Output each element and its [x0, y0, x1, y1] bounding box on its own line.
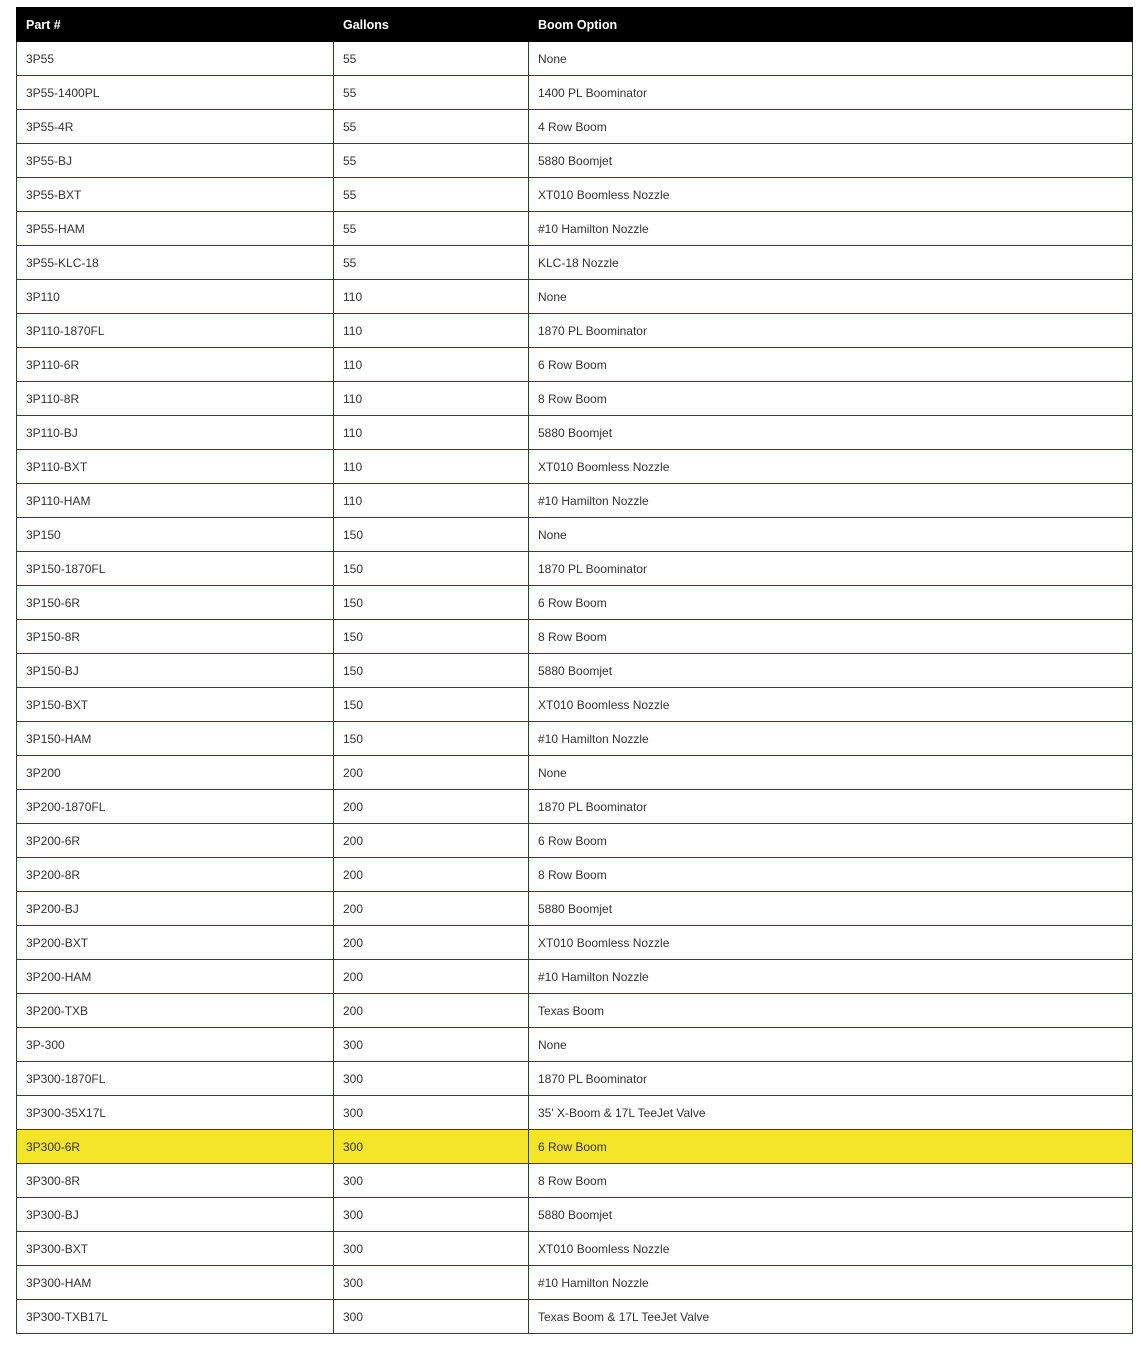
cell-boom-option: 6 Row Boom	[529, 1130, 1133, 1164]
table-header	[17, 8, 1133, 42]
cell-gallons: 110	[334, 382, 529, 416]
cell-boom-option: 8 Row Boom	[529, 1164, 1133, 1198]
cell-part-number: 3P55	[17, 42, 334, 76]
cell-gallons: 200	[334, 858, 529, 892]
cell-boom-option: #10 Hamilton Nozzle	[529, 1266, 1133, 1300]
cell-boom-option: 5880 Boomjet	[529, 144, 1133, 178]
table-row	[17, 246, 1133, 280]
cell-gallons: 110	[334, 484, 529, 518]
cell-part-number: 3P110-BXT	[17, 450, 334, 484]
cell-boom-option: 6 Row Boom	[529, 824, 1133, 858]
cell-gallons: 110	[334, 450, 529, 484]
table-row	[17, 1130, 1133, 1164]
table-row	[17, 1300, 1133, 1334]
table-row	[17, 1198, 1133, 1232]
table-row	[17, 382, 1133, 416]
cell-boom-option: KLC-18 Nozzle	[529, 246, 1133, 280]
cell-part-number: 3P200-8R	[17, 858, 334, 892]
table-row	[17, 994, 1133, 1028]
cell-boom-option: 5880 Boomjet	[529, 416, 1133, 450]
cell-boom-option: 8 Row Boom	[529, 858, 1133, 892]
cell-boom-option: 1870 PL Boominator	[529, 552, 1133, 586]
cell-boom-option: 8 Row Boom	[529, 382, 1133, 416]
table-row	[17, 824, 1133, 858]
cell-part-number: 3P110-BJ	[17, 416, 334, 450]
table-row	[17, 552, 1133, 586]
table-row	[17, 348, 1133, 382]
cell-boom-option: None	[529, 1028, 1133, 1062]
cell-part-number: 3P200-TXB	[17, 994, 334, 1028]
cell-gallons: 55	[334, 144, 529, 178]
cell-boom-option: 6 Row Boom	[529, 586, 1133, 620]
cell-part-number: 3P150-BJ	[17, 654, 334, 688]
cell-gallons: 110	[334, 280, 529, 314]
cell-part-number: 3P300-BXT	[17, 1232, 334, 1266]
cell-part-number: 3P150	[17, 518, 334, 552]
table-body	[17, 42, 1133, 1334]
cell-part-number: 3P200-6R	[17, 824, 334, 858]
table-row	[17, 76, 1133, 110]
table-row	[17, 178, 1133, 212]
table-row	[17, 518, 1133, 552]
cell-gallons: 55	[334, 246, 529, 280]
table-row	[17, 620, 1133, 654]
header-row	[17, 8, 1133, 42]
cell-part-number: 3P150-8R	[17, 620, 334, 654]
cell-boom-option: #10 Hamilton Nozzle	[529, 212, 1133, 246]
cell-boom-option: Texas Boom & 17L TeeJet Valve	[529, 1300, 1133, 1334]
cell-gallons: 150	[334, 620, 529, 654]
cell-part-number: 3P-300	[17, 1028, 334, 1062]
cell-part-number: 3P300-6R	[17, 1130, 334, 1164]
cell-boom-option: 5880 Boomjet	[529, 654, 1133, 688]
cell-gallons: 200	[334, 824, 529, 858]
cell-part-number: 3P200-BXT	[17, 926, 334, 960]
table-row	[17, 790, 1133, 824]
table-row	[17, 960, 1133, 994]
cell-boom-option: #10 Hamilton Nozzle	[529, 960, 1133, 994]
table-row	[17, 484, 1133, 518]
cell-gallons: 200	[334, 994, 529, 1028]
parts-table-container	[16, 7, 1132, 1334]
column-header-boom-option: Boom Option	[529, 8, 1133, 42]
cell-gallons: 300	[334, 1232, 529, 1266]
cell-part-number: 3P55-1400PL	[17, 76, 334, 110]
table-row	[17, 1028, 1133, 1062]
cell-boom-option: XT010 Boomless Nozzle	[529, 926, 1133, 960]
cell-gallons: 300	[334, 1096, 529, 1130]
cell-boom-option: None	[529, 42, 1133, 76]
cell-gallons: 300	[334, 1164, 529, 1198]
column-header-part: Part #	[17, 8, 334, 42]
cell-part-number: 3P200	[17, 756, 334, 790]
table-row	[17, 1096, 1133, 1130]
cell-part-number: 3P110	[17, 280, 334, 314]
column-header-gallons: Gallons	[334, 8, 529, 42]
cell-gallons: 150	[334, 552, 529, 586]
cell-gallons: 55	[334, 178, 529, 212]
cell-part-number: 3P110-1870FL	[17, 314, 334, 348]
cell-boom-option: 35' X-Boom & 17L TeeJet Valve	[529, 1096, 1133, 1130]
cell-boom-option: #10 Hamilton Nozzle	[529, 722, 1133, 756]
cell-boom-option: 1870 PL Boominator	[529, 314, 1133, 348]
table-row	[17, 892, 1133, 926]
cell-part-number: 3P55-BXT	[17, 178, 334, 212]
cell-part-number: 3P300-8R	[17, 1164, 334, 1198]
table-row	[17, 314, 1133, 348]
cell-gallons: 200	[334, 790, 529, 824]
cell-gallons: 110	[334, 416, 529, 450]
cell-part-number: 3P110-HAM	[17, 484, 334, 518]
table-row	[17, 416, 1133, 450]
cell-part-number: 3P200-HAM	[17, 960, 334, 994]
cell-part-number: 3P300-HAM	[17, 1266, 334, 1300]
cell-part-number: 3P110-8R	[17, 382, 334, 416]
cell-part-number: 3P55-BJ	[17, 144, 334, 178]
cell-boom-option: 4 Row Boom	[529, 110, 1133, 144]
cell-gallons: 150	[334, 688, 529, 722]
cell-gallons: 150	[334, 654, 529, 688]
table-row	[17, 926, 1133, 960]
cell-boom-option: 1870 PL Boominator	[529, 790, 1133, 824]
cell-gallons: 200	[334, 960, 529, 994]
table-row	[17, 212, 1133, 246]
cell-part-number: 3P300-1870FL	[17, 1062, 334, 1096]
cell-part-number: 3P110-6R	[17, 348, 334, 382]
cell-part-number: 3P300-35X17L	[17, 1096, 334, 1130]
cell-boom-option: 6 Row Boom	[529, 348, 1133, 382]
cell-boom-option: XT010 Boomless Nozzle	[529, 688, 1133, 722]
cell-boom-option: XT010 Boomless Nozzle	[529, 178, 1133, 212]
cell-gallons: 55	[334, 42, 529, 76]
cell-boom-option: XT010 Boomless Nozzle	[529, 1232, 1133, 1266]
cell-part-number: 3P200-BJ	[17, 892, 334, 926]
cell-gallons: 200	[334, 756, 529, 790]
parts-table	[16, 7, 1133, 1334]
cell-part-number: 3P150-HAM	[17, 722, 334, 756]
cell-boom-option: None	[529, 280, 1133, 314]
cell-boom-option: 1400 PL Boominator	[529, 76, 1133, 110]
cell-boom-option: XT010 Boomless Nozzle	[529, 450, 1133, 484]
table-row	[17, 688, 1133, 722]
cell-boom-option: #10 Hamilton Nozzle	[529, 484, 1133, 518]
cell-boom-option: 1870 PL Boominator	[529, 1062, 1133, 1096]
cell-gallons: 150	[334, 586, 529, 620]
cell-part-number: 3P55-4R	[17, 110, 334, 144]
cell-gallons: 300	[334, 1266, 529, 1300]
table-row	[17, 1266, 1133, 1300]
cell-gallons: 55	[334, 76, 529, 110]
cell-part-number: 3P55-KLC-18	[17, 246, 334, 280]
table-row	[17, 1232, 1133, 1266]
cell-gallons: 110	[334, 348, 529, 382]
cell-boom-option: None	[529, 518, 1133, 552]
table-row	[17, 722, 1133, 756]
table-row	[17, 144, 1133, 178]
cell-boom-option: Texas Boom	[529, 994, 1133, 1028]
cell-gallons: 150	[334, 722, 529, 756]
cell-gallons: 300	[334, 1062, 529, 1096]
cell-part-number: 3P300-TXB17L	[17, 1300, 334, 1334]
cell-gallons: 200	[334, 926, 529, 960]
cell-part-number: 3P300-BJ	[17, 1198, 334, 1232]
cell-part-number: 3P150-BXT	[17, 688, 334, 722]
table-row	[17, 1164, 1133, 1198]
cell-boom-option: 5880 Boomjet	[529, 892, 1133, 926]
cell-gallons: 150	[334, 518, 529, 552]
cell-gallons: 55	[334, 110, 529, 144]
cell-gallons: 300	[334, 1300, 529, 1334]
cell-boom-option: None	[529, 756, 1133, 790]
cell-part-number: 3P55-HAM	[17, 212, 334, 246]
cell-part-number: 3P150-6R	[17, 586, 334, 620]
cell-boom-option: 5880 Boomjet	[529, 1198, 1133, 1232]
table-row	[17, 110, 1133, 144]
cell-boom-option: 8 Row Boom	[529, 620, 1133, 654]
table-row	[17, 858, 1133, 892]
table-row	[17, 280, 1133, 314]
cell-part-number: 3P200-1870FL	[17, 790, 334, 824]
cell-gallons: 55	[334, 212, 529, 246]
table-row	[17, 654, 1133, 688]
cell-gallons: 300	[334, 1198, 529, 1232]
table-row	[17, 586, 1133, 620]
cell-gallons: 300	[334, 1028, 529, 1062]
cell-gallons: 110	[334, 314, 529, 348]
cell-gallons: 300	[334, 1130, 529, 1164]
cell-part-number: 3P150-1870FL	[17, 552, 334, 586]
table-row	[17, 42, 1133, 76]
table-row	[17, 450, 1133, 484]
cell-gallons: 200	[334, 892, 529, 926]
table-row	[17, 1062, 1133, 1096]
table-row	[17, 756, 1133, 790]
